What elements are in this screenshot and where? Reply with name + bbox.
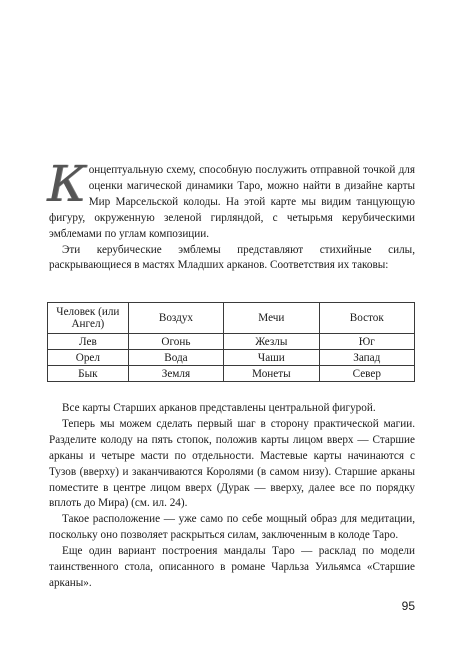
header-cell: Воздух	[128, 303, 223, 334]
table-row	[48, 334, 415, 350]
table-cell: Запад	[319, 350, 414, 366]
body-paragraph: Теперь мы можем сделать первый шаг в сторону практической магии. Разделите колоду на пять стопок, положив карты лицом вверх — Старшие арканы и четыре масти по отдельности. Мастевые карты начинаются с Тузов (вверху) и заканчиваются Королями (в самом низу). Старшие арканы поместите в центре лицом вверх (Дурак — вверху, далее все по порядку вплоть до Мира) (см. ил. 24).	[49, 417, 415, 510]
correspondence-table	[47, 302, 415, 382]
table-cell: Север	[319, 366, 414, 382]
table-cell: Монеты	[224, 366, 319, 382]
emblems-paragraph: Эти керубические эмблемы представляют стихийные силы, раскрывающиеся в мастях Младших арканов. Соответствия их таковы:	[49, 243, 415, 272]
intro-paragraph-text: онцептуальную схему, способную послужить отправной точкой для оценки магической динамики Таро, можно найти в дизайне карты Мир Марсельской колоды. На этой карте мы видим танцующую фигуру, окруженную зеленой гирляндой, с четырьмя керубическими эмблемами по углам композиции.	[49, 164, 415, 240]
table-row	[48, 350, 415, 366]
body-section	[49, 401, 415, 592]
body-paragraph: Все карты Старших арканов представлены центральной фигурой.	[62, 402, 376, 414]
body-paragraph: Еще один вариант построения мандалы Таро — расклад по модели таинственного стола, описанного в романе Чарльза Уильямса «Старшие арканы».	[49, 545, 415, 589]
table-cell: Огонь	[128, 334, 223, 350]
header-cell: Человек (или Ангел)	[48, 303, 129, 334]
page-number: 95	[401, 599, 415, 613]
intro-section	[47, 155, 415, 274]
header-cell: Мечи	[224, 303, 319, 334]
table-cell: Жезлы	[224, 334, 319, 350]
table-cell: Вода	[128, 350, 223, 366]
header-cell: Восток	[319, 303, 414, 334]
table-cell: Земля	[128, 366, 223, 382]
table-cell: Юг	[319, 334, 414, 350]
table-cell: Орел	[48, 350, 129, 366]
table-cell: Чаши	[224, 350, 319, 366]
intro-paragraph	[47, 155, 415, 243]
table-cell: Лев	[48, 334, 129, 350]
table-row	[48, 366, 415, 382]
table-cell: Бык	[48, 366, 129, 382]
drop-cap-letter: К	[47, 155, 86, 213]
body-paragraph: Такое расположение — уже само по себе мощный образ для медитации, поскольку оно позволяет раскрыться силам, заключенным в колоде Таро.	[49, 513, 415, 542]
table-header-row	[48, 303, 415, 334]
